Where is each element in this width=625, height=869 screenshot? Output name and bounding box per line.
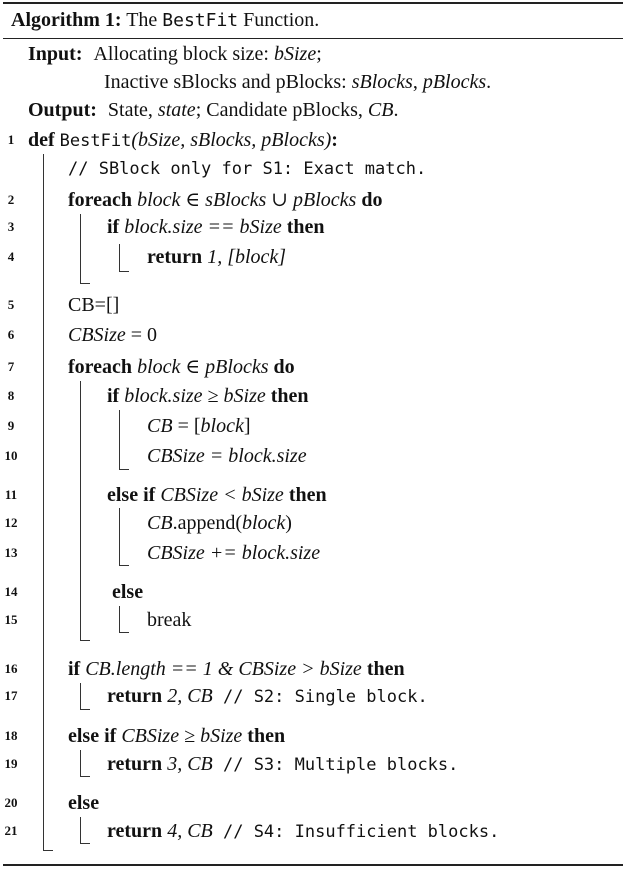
func-args: (bSize, sBlocks, pBlocks) bbox=[131, 129, 332, 151]
kw-foreach: foreach bbox=[68, 189, 133, 211]
scope-line-if-fit bbox=[119, 410, 120, 469]
scope-end-def bbox=[43, 850, 53, 851]
scope-line-foreach-2 bbox=[80, 381, 81, 640]
comment-s1: // SBlock only for S1: Exact match. bbox=[68, 159, 427, 179]
kw-then-3: then bbox=[288, 484, 327, 506]
line-number-10: 10 bbox=[4, 448, 18, 463]
scope-end-foreach-1 bbox=[80, 283, 90, 284]
func-colon: : bbox=[331, 129, 338, 151]
line-13 bbox=[147, 541, 320, 565]
line-number-3: 3 bbox=[7, 219, 15, 234]
line-number-5: 5 bbox=[7, 297, 15, 312]
line-17-ret: 2, CB bbox=[167, 685, 213, 707]
scope-end-else-if-append bbox=[119, 565, 129, 566]
line-12-a: CB bbox=[147, 512, 173, 534]
kw-then: then bbox=[286, 216, 325, 238]
scope-end-if-fit bbox=[119, 469, 129, 470]
caption-code: BestFit bbox=[162, 10, 239, 31]
kw-do: do bbox=[361, 189, 383, 211]
line-9-d: ] bbox=[243, 415, 251, 437]
line-2-foreach bbox=[68, 188, 382, 212]
line-16-if bbox=[68, 657, 405, 681]
line-7-foreach bbox=[68, 355, 295, 379]
line-9-a: CB bbox=[147, 415, 173, 437]
scope-line-if-s2 bbox=[80, 683, 81, 709]
top-rule bbox=[3, 2, 623, 4]
output-b: state bbox=[157, 99, 196, 121]
line-number-19: 19 bbox=[4, 756, 18, 771]
kw-else-if: else if bbox=[107, 484, 156, 506]
line-number-15: 15 bbox=[4, 612, 18, 627]
kw-do-2: do bbox=[273, 356, 295, 378]
kw-then-4: then bbox=[366, 658, 405, 680]
line-20-else bbox=[68, 791, 99, 815]
output-d: CB bbox=[367, 99, 394, 121]
line-number-1: 1 bbox=[7, 132, 15, 147]
line-19-ret: 3, CB bbox=[167, 753, 213, 775]
kw-foreach-2: foreach bbox=[68, 356, 133, 378]
line-number-14: 14 bbox=[4, 584, 18, 599]
line-17-return bbox=[107, 684, 428, 709]
line-5: CB=[] bbox=[68, 294, 120, 316]
line-number-18: 18 bbox=[4, 728, 18, 743]
line-1-def bbox=[28, 128, 338, 153]
line-number-11: 11 bbox=[4, 487, 18, 502]
scope-line-def bbox=[43, 154, 44, 850]
scope-line-else-break bbox=[119, 606, 120, 632]
line-number-13: 13 bbox=[4, 545, 18, 560]
scope-line-else-s4 bbox=[80, 817, 81, 843]
line-3-if bbox=[107, 215, 325, 239]
line-number-4: 4 bbox=[7, 249, 15, 264]
scope-end-else-s4 bbox=[80, 843, 90, 844]
output-label: Output: bbox=[28, 99, 97, 121]
input-2-e: . bbox=[486, 71, 492, 93]
kw-if-3: if bbox=[68, 658, 81, 680]
input-1-b: bSize bbox=[274, 43, 317, 65]
line-number-12: 12 bbox=[4, 515, 18, 530]
line-number-8: 8 bbox=[7, 388, 15, 403]
line-6 bbox=[68, 323, 157, 347]
line-17-comment: // S2: Single block. bbox=[212, 687, 428, 707]
scope-end-if-exact bbox=[119, 271, 129, 272]
line-number-6: 6 bbox=[7, 327, 15, 342]
scope-line-if-s3 bbox=[80, 750, 81, 776]
scope-end-if-s2 bbox=[80, 709, 90, 710]
line-8-expr: block.size ≥ bSize bbox=[124, 385, 266, 407]
input-2-d: pBlocks bbox=[422, 71, 487, 93]
input-1-c: ; bbox=[316, 43, 322, 65]
line-number-9: 9 bbox=[7, 418, 15, 433]
scope-end-if-s3 bbox=[80, 776, 90, 777]
input-line-2 bbox=[104, 70, 491, 94]
line-number-16: 16 bbox=[4, 661, 18, 676]
output-a: State, bbox=[107, 99, 158, 121]
line-19-comment: // S3: Multiple blocks. bbox=[212, 755, 459, 775]
kw-def: def bbox=[28, 129, 55, 151]
line-15: break bbox=[147, 609, 192, 631]
line-number-20: 20 bbox=[4, 795, 18, 810]
func-name: BestFit bbox=[59, 131, 132, 151]
line-11-else-if bbox=[107, 483, 327, 507]
line-12-d: ) bbox=[285, 512, 292, 534]
line-21-ret: 4, CB bbox=[167, 820, 213, 842]
line-21-comment: // S4: Insufficient blocks. bbox=[212, 822, 500, 842]
kw-else-2: else bbox=[68, 792, 100, 814]
line-14-else bbox=[112, 580, 143, 604]
kw-then-5: then bbox=[247, 725, 286, 747]
line-3-expr: block.size == bSize bbox=[124, 216, 282, 238]
output-c: ; Candidate pBlocks, bbox=[195, 99, 368, 121]
kw-return-3: return bbox=[107, 753, 163, 775]
bottom-rule bbox=[3, 864, 623, 866]
caption-label: Algorithm 1: bbox=[11, 9, 122, 31]
line-2-expr: block ∈ sBlocks ∪ pBlocks bbox=[137, 189, 357, 211]
line-18-expr: CBSize ≥ bSize bbox=[121, 725, 243, 747]
line-9-c: block bbox=[200, 415, 244, 437]
line-21-return bbox=[107, 819, 499, 844]
kw-if: if bbox=[107, 216, 120, 238]
line-number-17: 17 bbox=[4, 688, 18, 703]
scope-line-foreach-1 bbox=[80, 214, 81, 283]
kw-return-2: return bbox=[107, 685, 163, 707]
kw-return: return bbox=[147, 246, 203, 268]
line-9 bbox=[147, 414, 251, 438]
line-number-21: 21 bbox=[4, 823, 18, 838]
line-number-2: 2 bbox=[7, 192, 15, 207]
line-18-else-if bbox=[68, 724, 285, 748]
algorithm-caption bbox=[11, 8, 319, 33]
line-6-b: = 0 bbox=[125, 324, 158, 346]
line-16-expr: CB.length == 1 & CBSize > bSize bbox=[85, 658, 362, 680]
line-12-c: block bbox=[241, 512, 286, 534]
kw-return-4: return bbox=[107, 820, 163, 842]
line-8-if bbox=[107, 384, 309, 408]
caption-pre: The bbox=[126, 9, 163, 31]
input-2-c: , bbox=[412, 71, 423, 93]
caption-post: Function. bbox=[238, 9, 320, 31]
line-13-expr: CBSize += block.size bbox=[147, 542, 321, 564]
line-10-expr: CBSize = block.size bbox=[147, 445, 307, 467]
scope-line-else-if-append bbox=[119, 508, 120, 565]
line-4-ret: 1, [block] bbox=[207, 246, 287, 268]
input-label: Input: bbox=[28, 43, 83, 65]
kw-if-2: if bbox=[107, 385, 120, 407]
line-number-7: 7 bbox=[7, 359, 15, 374]
line-6-a: CBSize bbox=[68, 324, 126, 346]
scope-line-if-exact bbox=[119, 244, 120, 271]
line-10 bbox=[147, 444, 307, 468]
caption-rule bbox=[3, 38, 623, 39]
input-2-b: sBlocks bbox=[351, 71, 413, 93]
kw-else-if-2: else if bbox=[68, 725, 117, 747]
line-9-b: = [ bbox=[172, 415, 201, 437]
output-e: . bbox=[393, 99, 399, 121]
scope-end-else-break bbox=[119, 632, 129, 633]
line-12-b: .append( bbox=[172, 512, 242, 534]
input-1-a: Allocating block size: bbox=[93, 43, 274, 65]
line-4-return bbox=[147, 245, 286, 269]
scope-end-foreach-2 bbox=[80, 640, 90, 641]
input-2-a: Inactive sBlocks and pBlocks: bbox=[104, 71, 352, 93]
kw-then-2: then bbox=[270, 385, 309, 407]
output-line bbox=[28, 98, 398, 122]
line-12 bbox=[147, 511, 292, 535]
line-11-expr: CBSize < bSize bbox=[160, 484, 284, 506]
line-7-expr: block ∈ pBlocks bbox=[137, 356, 269, 378]
line-19-return bbox=[107, 752, 458, 777]
kw-else: else bbox=[112, 581, 144, 603]
input-line-1 bbox=[28, 42, 322, 66]
